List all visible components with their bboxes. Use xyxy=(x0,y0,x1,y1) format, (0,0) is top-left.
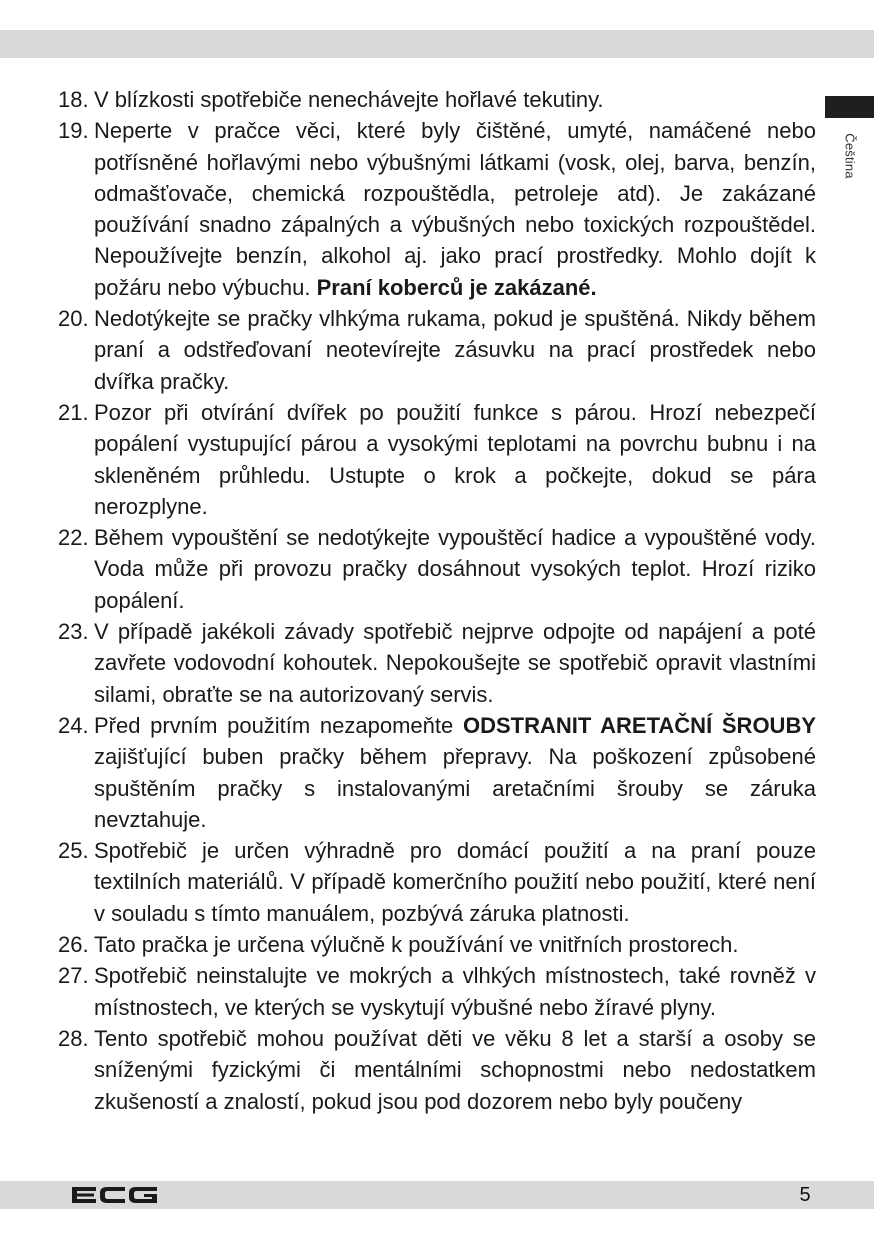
list-item-text: Neperte v pračce věci, které byly čištěné, umyté, namáčené nebo potřísněné hořlavými nebo výbušnými látkami (vosk, olej, barva, benzín, odmašťovače, chemická rozpouštědla, petroleje atd). Je zakázané používání snadno zápalných a výbušných nebo toxických rozpouštědel. Nepoužívejte benzín, alkohol aj. jako prací prostředky. Mohlo dojít k požáru nebo výbuchu. xyxy=(94,118,816,300)
list-item xyxy=(58,960,816,1023)
list-item xyxy=(58,835,816,929)
list-item-text: V blízkosti spotřebiče nenechávejte hořlavé tekutiny. xyxy=(94,87,604,112)
list-item-number: 22. xyxy=(58,525,89,551)
list-item-text: Tato pračka je určena výlučně k používání ve vnitřních prostorech. xyxy=(94,932,739,958)
safety-instructions-list xyxy=(58,84,816,1117)
list-item-number: 26. xyxy=(58,932,89,958)
list-item xyxy=(58,1023,816,1117)
list-item xyxy=(58,710,816,835)
top-header-band xyxy=(0,30,874,58)
list-item-number: 25. xyxy=(58,838,89,864)
language-tab-text: Čeština xyxy=(842,133,858,179)
list-item-number: 18. xyxy=(58,87,89,112)
list-item-text: V případě jakékoli závady spotřebič nejprve odpojte od napájení a poté zavřete vodovodní kohoutek. Nepokoušejte se spotřebič opravit vlastními silami, obraťte se na autorizovaný servis. xyxy=(94,619,816,707)
list-item-text: Tento spotřebič mohou používat děti ve věku 8 let a starší a osoby se sníženými fyzickými či mentálními schopnostmi nebo nedostatkem zkušeností a znalostí, pokud jsou pod dozorem nebo byly poučeny xyxy=(94,1025,816,1114)
list-item-text: zajišťující buben pračky během přepravy. Na poškození způsobené spuštěním pračky s instalovanými aretačními šrouby se záruka nevztahuje. xyxy=(94,744,816,832)
list-item xyxy=(58,929,816,960)
list-item xyxy=(58,397,816,522)
list-item-number: 23. xyxy=(58,619,89,645)
list-item-emphasis: ODSTRANIT ARETAČNÍ ŠROUBY xyxy=(462,712,817,738)
list-item-text: Pozor při otvírání dvířek po použití funkce s párou. Hrozí nebezpečí popálení vystupující párou a vysokými teplotami na povrchu bubnu i na skleněném průhledu. Ustupte o krok a počkejte, dokud se pára nerozplyne. xyxy=(94,399,816,519)
list-item xyxy=(58,303,816,397)
list-item-number: 28. xyxy=(58,1025,89,1051)
list-item-number: 24. xyxy=(58,712,89,738)
list-item-number: 21. xyxy=(58,399,89,425)
list-item xyxy=(58,84,816,115)
list-item xyxy=(58,115,816,303)
language-tab-marker xyxy=(825,96,874,118)
language-tab-label xyxy=(838,125,862,187)
list-item-emphasis: Praní koberců je zakázané. xyxy=(316,274,597,300)
list-item-text: Spotřebič neinstalujte ve mokrých a vlhkých místnostech, také rovněž v místnostech, ve kterých se vyskytují výbušné nebo žíravé plyny. xyxy=(94,963,816,1020)
page-number: 5 xyxy=(799,1184,811,1206)
list-item-text: Před prvním použitím nezapomeňte xyxy=(94,712,463,738)
list-item-number: 20. xyxy=(58,306,89,332)
list-item xyxy=(58,616,816,710)
list-item xyxy=(58,522,816,616)
list-item-number: 19. xyxy=(58,118,89,144)
ecg-logo xyxy=(70,1186,160,1204)
list-item-number: 27. xyxy=(58,963,89,989)
list-item-text: Nedotýkejte se pračky vlhkýma rukama, pokud je spuštěná. Nikdy během praní a odstřeďovaní neotevírejte zásuvku na prací prostředek nebo dvířka pračky. xyxy=(94,306,816,394)
list-item-text: Během vypouštění se nedotýkejte vypouštěcí hadice a vypouštěné vody. Voda může při provozu pračky dosáhnout vysokých teplot. Hrozí riziko popálení. xyxy=(94,525,816,613)
list-item-text: Spotřebič je určen výhradně pro domácí použití a na praní pouze textilních materiálů. V případě komerčního použití nebo použití, které není v souladu s tímto manuálem, pozbývá záruka platnosti. xyxy=(94,838,816,926)
